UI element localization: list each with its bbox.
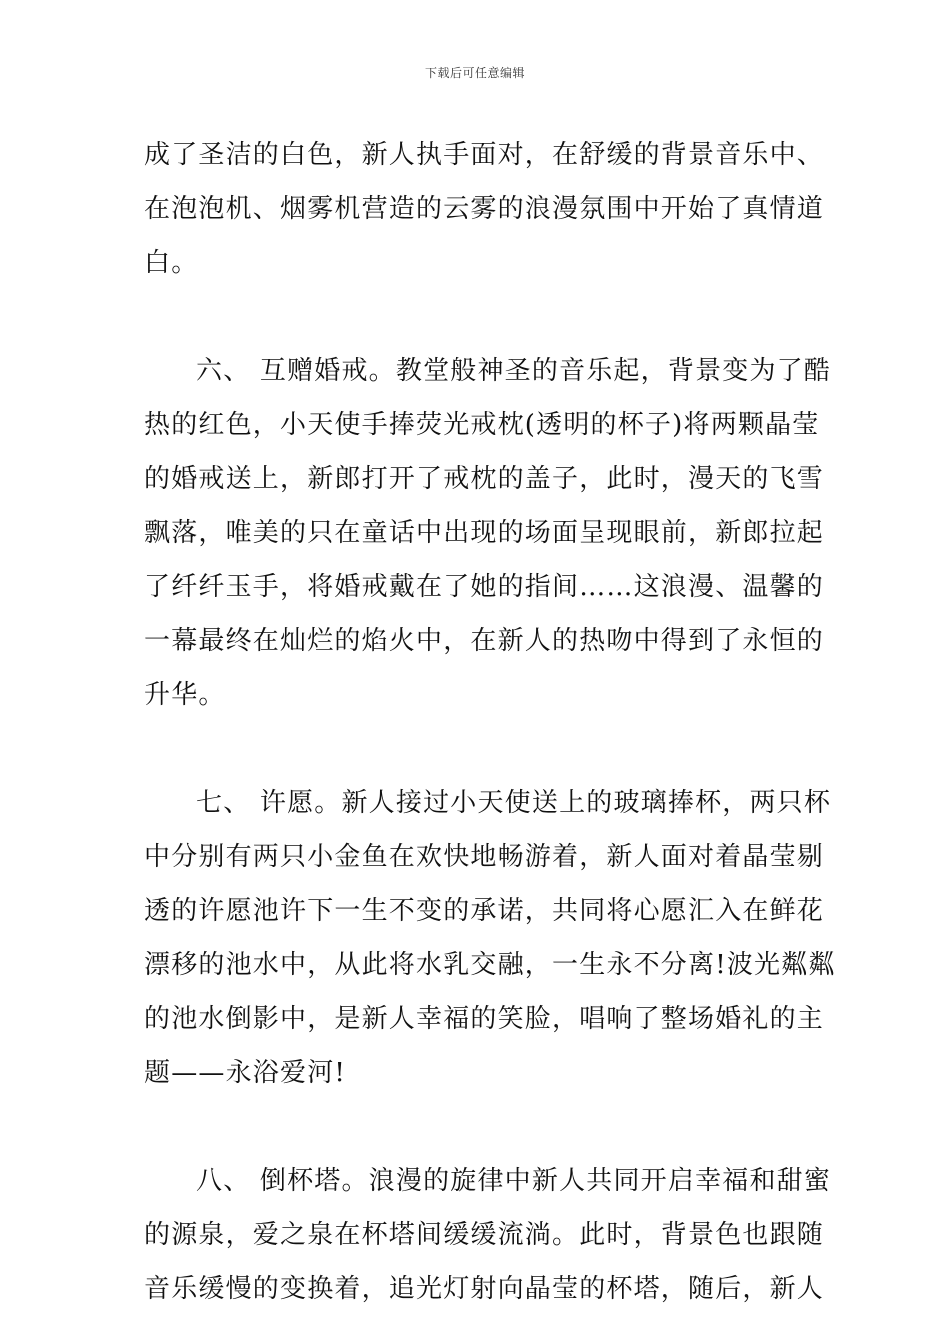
paragraph-spacer	[144, 722, 808, 776]
text-line: 成了圣洁的白色，新人执手面对，在舒缓的背景音乐中、	[144, 140, 825, 170]
text-line: 一幕最终在灿烂的焰火中，在新人的热吻中得到了永恒的	[144, 626, 825, 656]
document-body	[144, 128, 836, 1316]
text-line: 在泡泡机、烟雾机营造的云雾的浪漫氛围中开始了真情道	[144, 194, 825, 224]
paragraph-1	[144, 128, 825, 290]
text-line: 的池水倒影中，是新人幸福的笑脸，唱响了整场婚礼的主	[144, 1004, 825, 1034]
text-line: 八、 倒杯塔。浪漫的旋律中新人共同开启幸福和甜蜜	[196, 1166, 832, 1196]
paragraph-4	[144, 1154, 832, 1316]
text-line: 音乐缓慢的变换着，追光灯射向晶莹的杯塔，随后，新人	[144, 1274, 825, 1304]
text-line: 中分别有两只小金鱼在欢快地畅游着，新人面对着晶莹剔	[144, 842, 825, 872]
page-header-note: 下载后可任意编辑	[424, 66, 525, 80]
text-line: 飘落，唯美的只在童话中出现的场面呈现眼前，新郎拉起	[144, 518, 825, 548]
text-line: 升华。	[144, 680, 226, 710]
text-line: 白。	[144, 248, 199, 278]
paragraph-3	[144, 776, 836, 1100]
text-line: 的婚戒送上，新郎打开了戒枕的盖子，此时，漫天的飞雪	[144, 464, 825, 494]
text-line: 七、 许愿。新人接过小天使送上的玻璃捧杯，两只杯	[196, 788, 832, 818]
text-line: 六、 互赠婚戒。教堂般神圣的音乐起，背景变为了酷	[196, 356, 832, 386]
text-line: 的源泉，爱之泉在杯塔间缓缓流淌。此时，背景色也跟随	[144, 1220, 825, 1250]
text-line: 透的许愿池许下一生不变的承诺，共同将心愿汇入在鲜花	[144, 896, 825, 926]
paragraph-spacer	[144, 290, 808, 344]
paragraph-2	[144, 344, 832, 722]
text-line: 了纤纤玉手，将婚戒戴在了她的指间……这浪漫、温馨的	[144, 572, 825, 602]
text-line: 漂移的池水中，从此将水乳交融，一生永不分离!波光粼粼	[144, 950, 836, 980]
text-line: 热的红色，小天使手捧荧光戒枕(透明的杯子)将两颗晶莹	[144, 410, 820, 440]
paragraph-spacer	[144, 1100, 808, 1154]
text-line: 题——永浴爱河!	[144, 1058, 347, 1088]
